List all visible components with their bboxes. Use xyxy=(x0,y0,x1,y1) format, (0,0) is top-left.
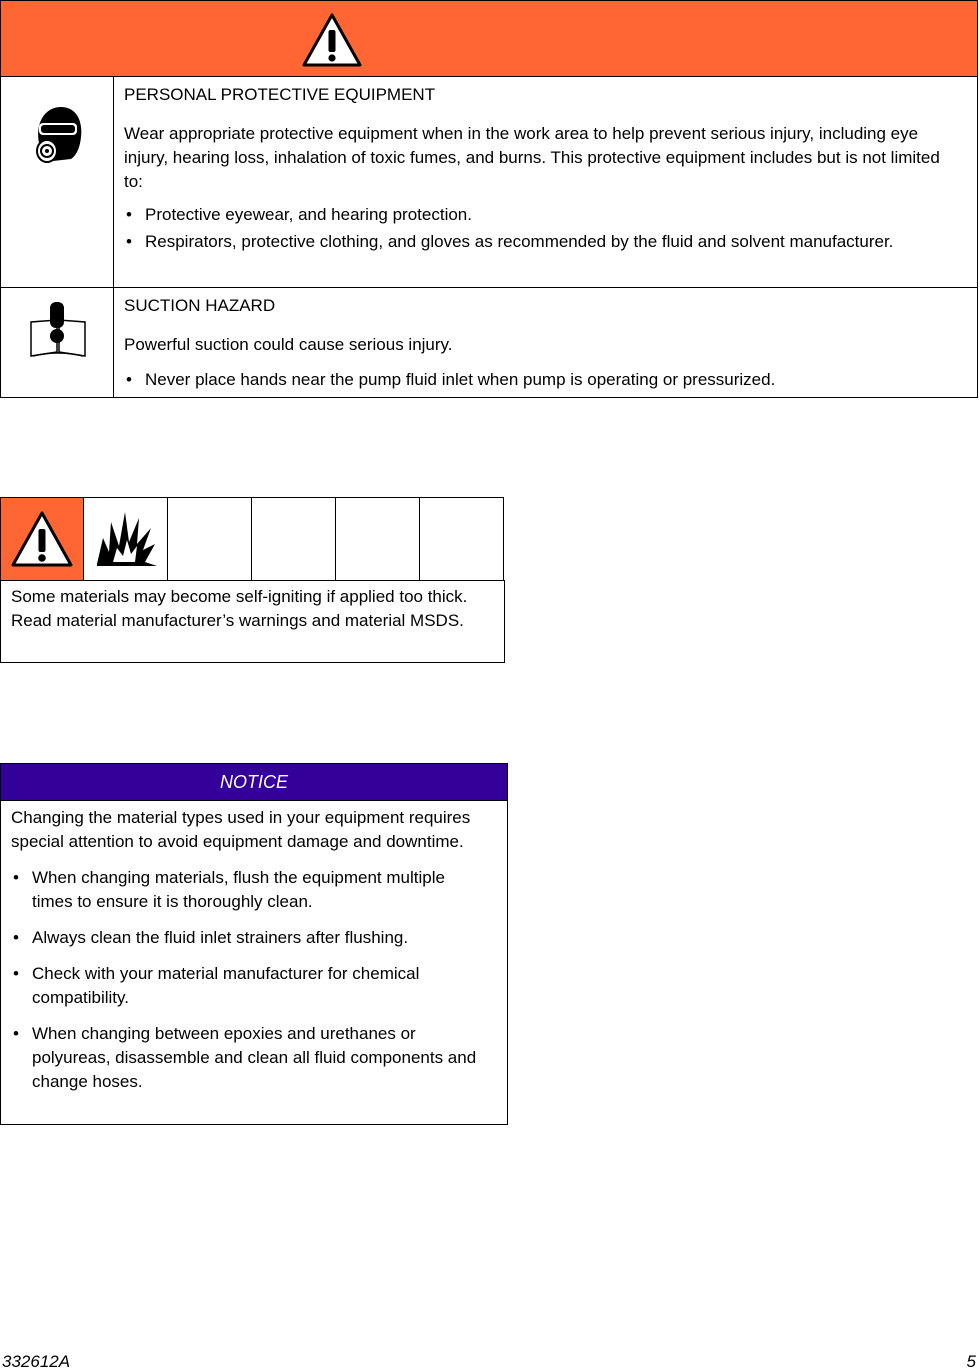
symbol-cell xyxy=(168,497,252,581)
symbol-cell xyxy=(336,497,420,581)
hazard-body: Wear appropriate protective equipment when in the work area to help prevent serious injury, including eye injury, hearing loss, inhalation of toxic fumes, and burns. This protective equipment includes but is not limited to: xyxy=(124,124,940,191)
symbol-row xyxy=(0,497,505,581)
notice-bullet: • When changing between epoxies and urethanes or polyureas, disassemble and clean all fluid components and change hoses. xyxy=(11,1022,489,1094)
symbol-cell xyxy=(252,497,336,581)
hazard-body: Powerful suction could cause serious injury. xyxy=(124,335,453,354)
self-igniting-text: Some materials may become self-igniting if applied too thick. Read material manufacturer’s warnings and material MSDS. xyxy=(0,580,505,663)
symbol-cell xyxy=(84,497,168,581)
page-number: 5 xyxy=(966,1352,976,1371)
hazard-bullet: • Never place hands near the pump fluid inlet when pump is operating or pressurized. xyxy=(124,368,959,392)
symbol-cell xyxy=(420,497,504,581)
notice-title: NOTICE xyxy=(1,764,507,801)
face-shield-respirator-icon xyxy=(31,103,85,169)
hazard-title: SUCTION HAZARD xyxy=(124,296,276,315)
notice-bullet: • Always clean the fluid inlet strainers after flushing. xyxy=(11,926,489,950)
hazard-title: PERSONAL PROTECTIVE EQUIPMENT xyxy=(124,85,436,104)
notice-bullet: • Check with your material manufacturer for chemical compatibility. xyxy=(11,962,489,1010)
warning-header xyxy=(1,1,977,77)
hazard-bullet: • Protective eyewear, and hearing protection. xyxy=(124,203,959,227)
hazard-bullet: • Respirators, protective clothing, and gloves as recommended by the fluid and solvent manufacturer. xyxy=(124,230,959,254)
hazard-row-suction xyxy=(1,288,977,397)
hazard-text-cell xyxy=(124,288,959,392)
notice-intro: Changing the material types used in your equipment requires special attention to avoid equipment damage and downtime. xyxy=(11,808,471,851)
warning-table xyxy=(0,0,978,398)
warning-triangle-icon xyxy=(10,510,74,568)
notice-bullet: • When changing materials, flush the equipment multiple times to ensure it is thoroughly clean. xyxy=(11,866,489,914)
hazard-bullet-list xyxy=(124,203,959,254)
hazard-icon-cell xyxy=(1,288,114,397)
hazard-text-cell xyxy=(124,77,959,254)
notice-box xyxy=(0,763,508,1125)
warning-triangle-icon xyxy=(301,12,363,68)
symbol-cell xyxy=(0,497,84,581)
explosion-icon xyxy=(93,508,159,570)
notice-body xyxy=(1,801,507,1094)
hazard-icon-cell xyxy=(1,77,114,287)
self-igniting-warning xyxy=(0,497,505,665)
hazard-row-ppe xyxy=(1,77,977,288)
read-manual-icon xyxy=(29,300,87,358)
hazard-bullet-list xyxy=(124,368,959,392)
document-number: 332612A xyxy=(2,1352,71,1371)
notice-bullet-list xyxy=(11,866,489,1094)
